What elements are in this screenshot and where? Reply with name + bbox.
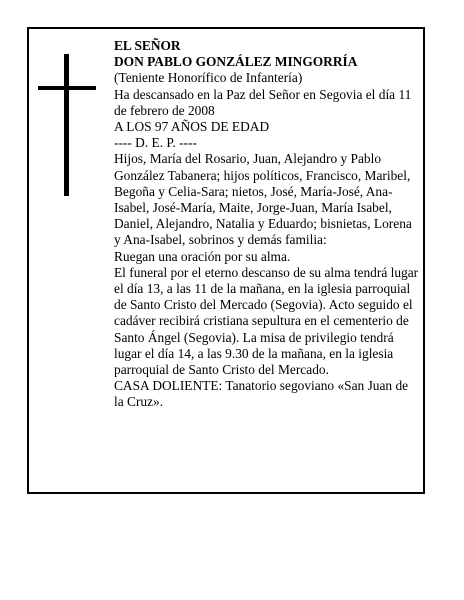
cross-icon-arm [38, 86, 96, 90]
cross-icon [64, 54, 69, 196]
age-line: A LOS 97 AÑOS DE EDAD [114, 119, 270, 135]
home-paragraph: CASA DOLIENTE: Tanatorio segoviano «San Juan de la Cruz». [114, 378, 409, 410]
death-announcement: Ha descansado en la Paz del Señor en Segovia el día 11 de febrero de 2008 [114, 86, 412, 118]
deceased-name: DON PABLO GONZÁLEZ MINGORRÍA [114, 54, 358, 70]
family-paragraph: Hijos, María del Rosario, Juan, Alejandro y Pablo González Tabanera; hijos políticos, Francisco, Maribel, Begoña y Celia-Sara; nietos, José, María-José, Ana-Isabel, José-María, Maite, Jorge-Juan, María Isabel, Daniel, Alejandro, Natalia y Eduardo; bisnietas, Lorena y Ana-Isabel, sobrinos y demás familia: [114, 151, 412, 248]
funeral-paragraph: El funeral por el eterno descanso de su alma tendrá lugar el día 13, a las 11 de la mañana, en la iglesia parroquial de Santo Cristo del Mercado (Segovia). Acto seguido el cadáver recibirá cristiana sepultura en el cementerio de Santo Ángel (Segovia). La misa de privilegio tendrá lugar el día 14, a las 9.30 de la mañana, en la iglesia parroquial de Santo Cristo del Mercado. [114, 264, 419, 378]
deceased-title: EL SEÑOR [114, 38, 181, 53]
rip-line: ---- D. E. P. ---- [114, 135, 197, 151]
deceased-rank: (Teniente Honorífico de Infantería) [114, 70, 303, 86]
prayer-line: Ruegan una oración por su alma. [114, 248, 291, 264]
obituary-text [114, 38, 420, 411]
